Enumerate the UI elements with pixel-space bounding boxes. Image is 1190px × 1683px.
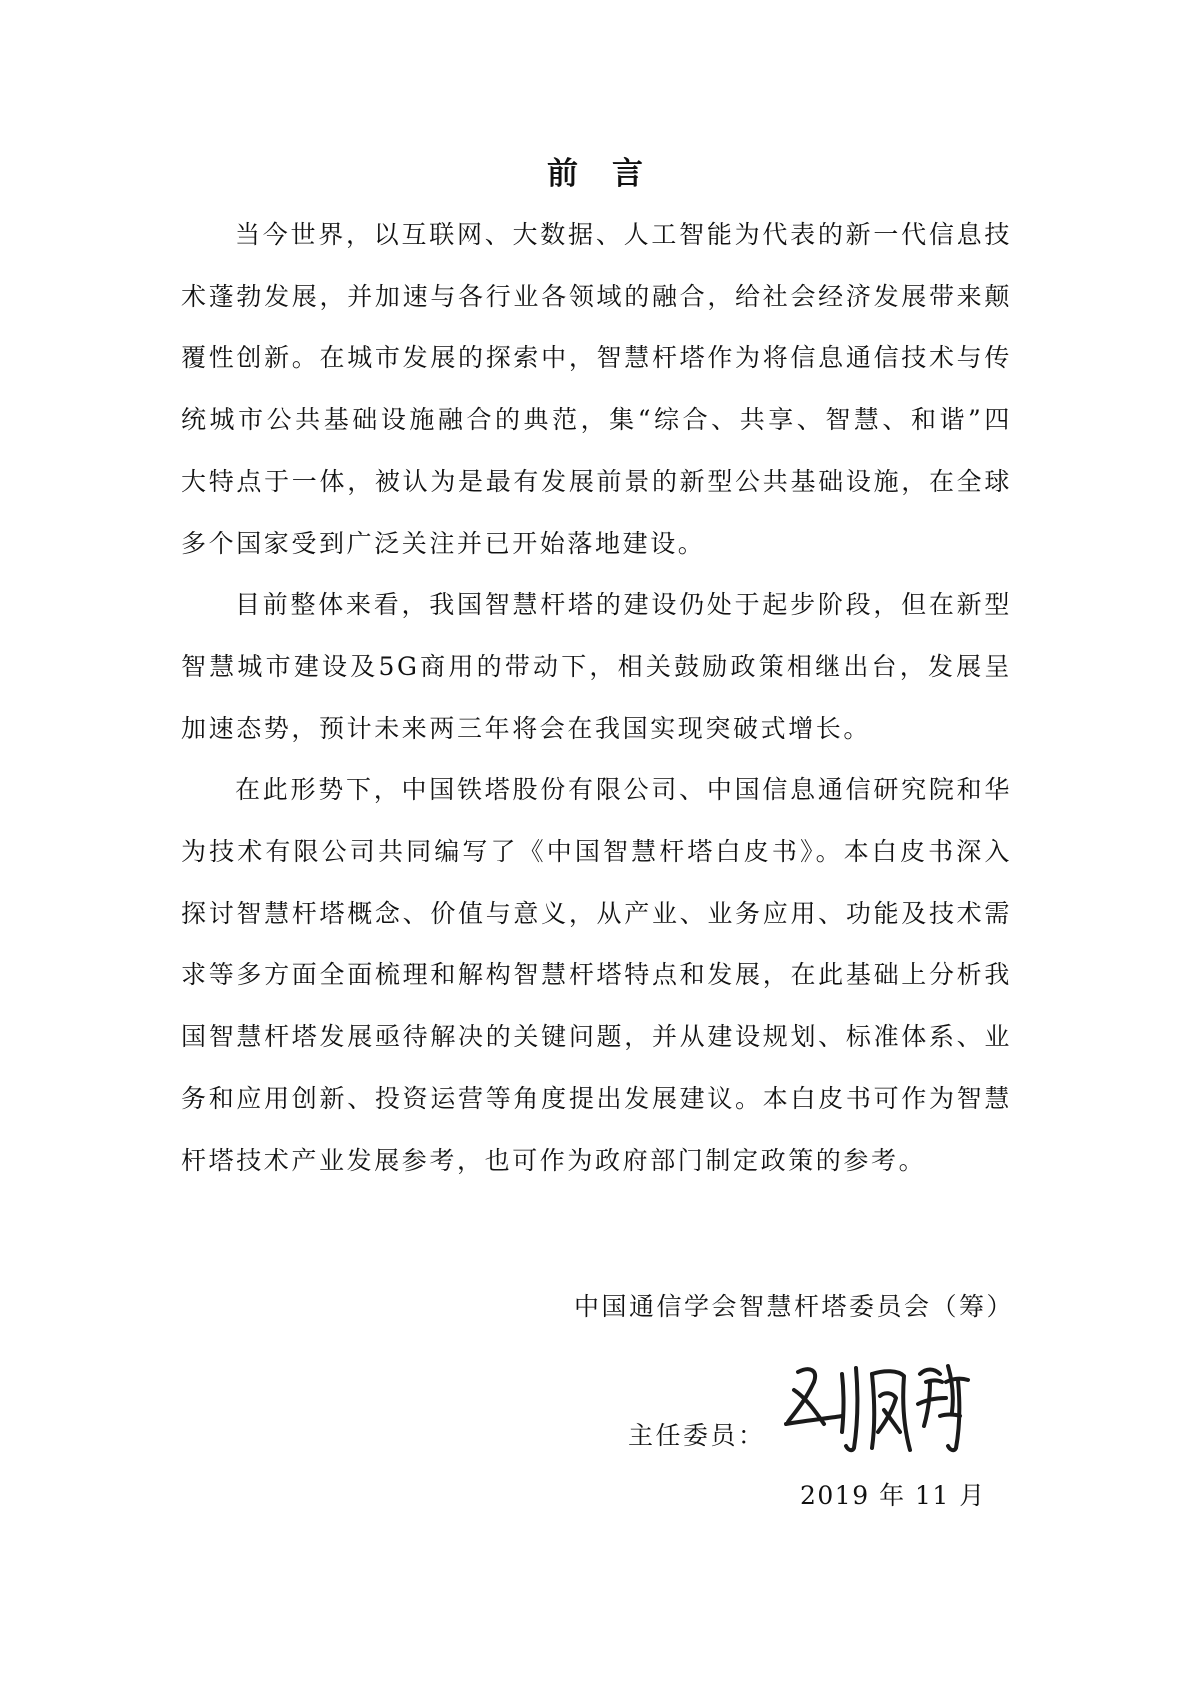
paragraph-3: 在此形势下，中国铁塔股份有限公司、中国信息通信研究院和华为技术有限公司共同编写了《中国智慧杆塔白皮书》。本白皮书深入探讨智慧杆塔概念、价值与意义，从产业、业务应用、功能及技术需求等多方面全面梳理和解构智慧杆塔特点和发展，在此基础上分析我国智慧杆塔发展亟待解决的关键问题，并从建设规划、标准体系、业务和应用创新、投资运营等角度提出发展建议。本白皮书可作为智慧杆塔技术产业发展参考，也可作为政府部门制定政策的参考。 bbox=[181, 775, 1012, 1175]
chair-label: 主任委员： bbox=[628, 1421, 766, 1450]
foreword-body bbox=[181, 204, 1012, 1191]
paragraph-1: 当今世界，以互联网、大数据、人工智能为代表的新一代信息技术蓬勃发展，并加速与各行业各领域的融合，给社会经济发展带来颠覆性创新。在城市发展的探索中，智慧杆塔作为将信息通信技术与传统城市公共基础设施融合的典范，集“综合、共享、智慧、和谐”四大特点于一体，被认为是最有发展前景的新型公共基础设施，在全球多个国家受到广泛关注并已开始落地建设。 bbox=[181, 220, 1012, 558]
date: 2019 年 11 月 bbox=[800, 1481, 986, 1510]
handwritten-signature bbox=[780, 1352, 974, 1458]
paragraph-2: 目前整体来看，我国智慧杆塔的建设仍处于起步阶段，但在新型智慧城市建设及5G商用的带动下，相关鼓励政策相继出台，发展呈加速态势，预计未来两三年将会在我国实现突破式增长。 bbox=[181, 590, 1012, 743]
committee-name: 中国通信学会智慧杆塔委员会（筹） bbox=[573, 1292, 1014, 1321]
page-title: 前言 bbox=[547, 156, 677, 192]
